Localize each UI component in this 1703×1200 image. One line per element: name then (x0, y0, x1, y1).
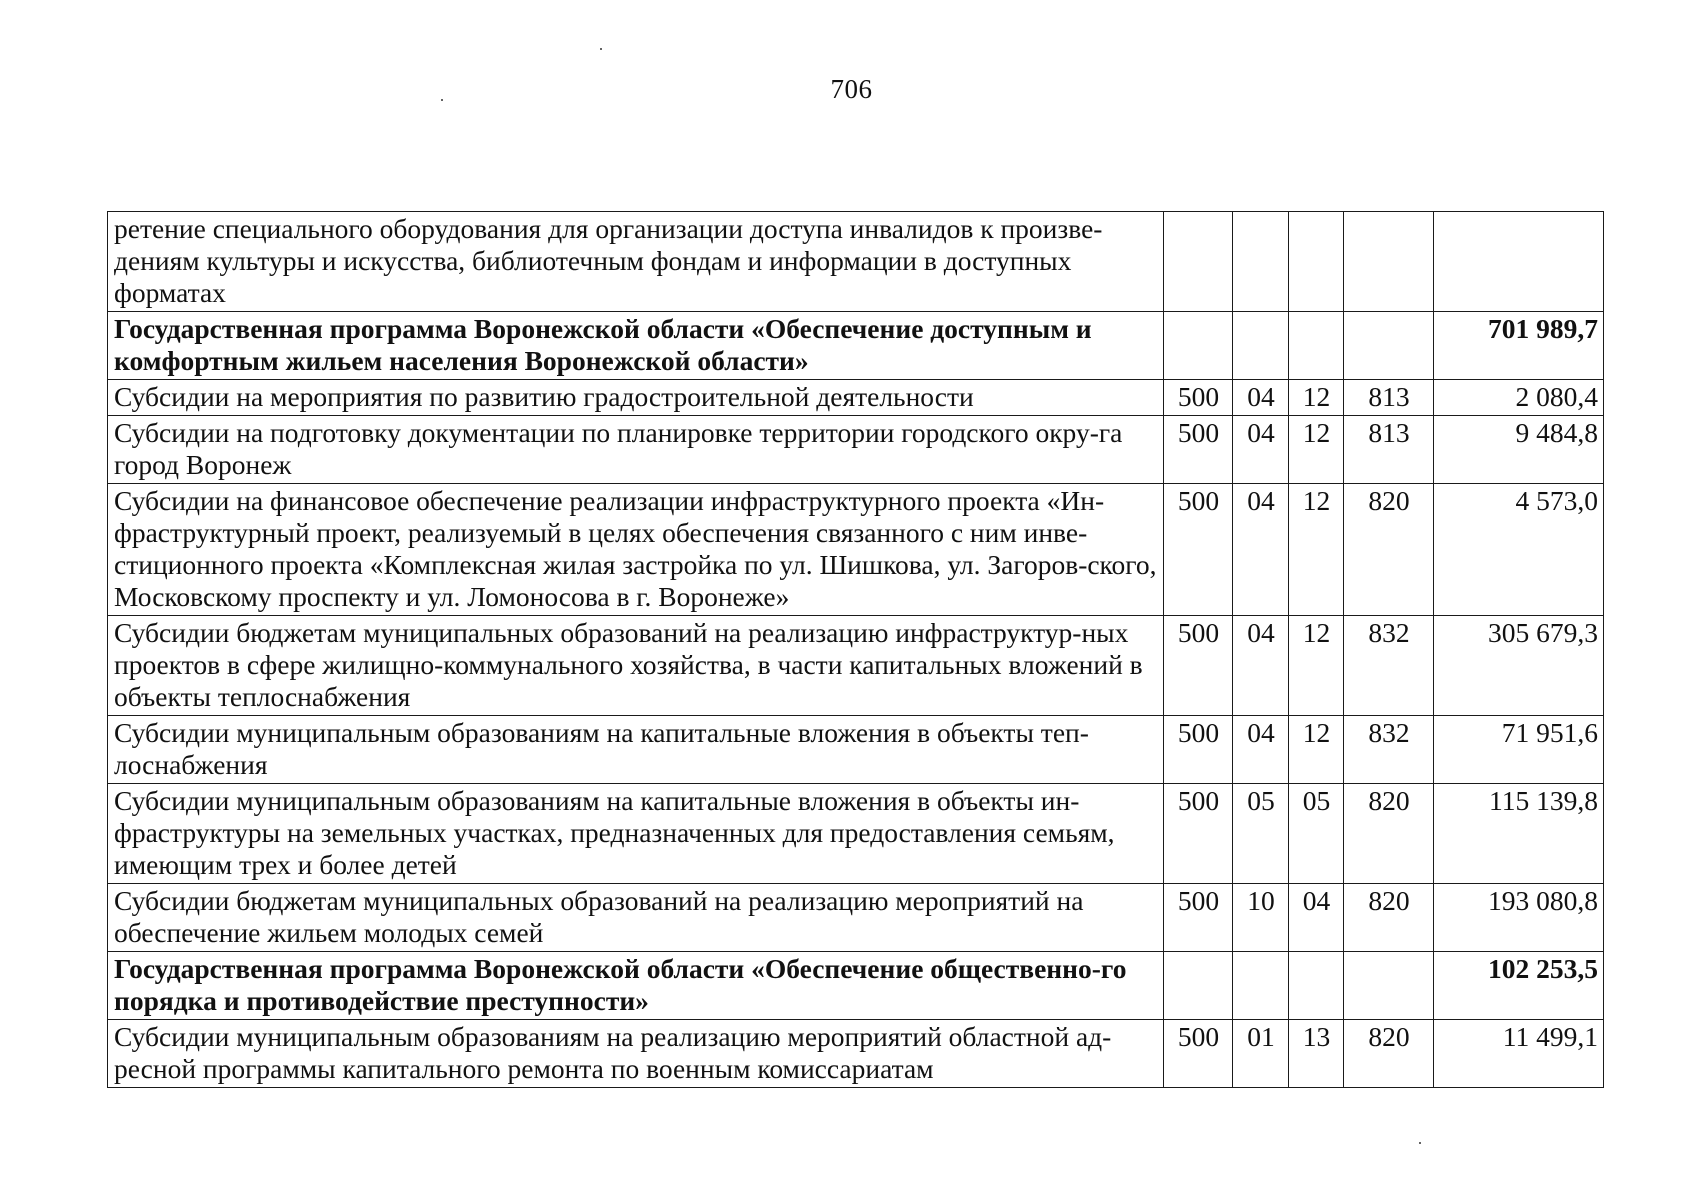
code-cell-2 (1233, 312, 1289, 380)
program-row (108, 312, 1604, 380)
code-cell-4: 832 (1344, 616, 1434, 716)
code-cell-3 (1289, 312, 1344, 380)
code-cell-1: 500 (1164, 884, 1233, 952)
code-cell-4: 820 (1344, 784, 1434, 884)
code-cell-1: 500 (1164, 784, 1233, 884)
budget-table (107, 211, 1604, 1088)
code-cell-4: 820 (1344, 1020, 1434, 1088)
row-description: Субсидии муниципальным образованиям на капитальные вложения в объекты теп-лоснабжения (108, 716, 1164, 784)
program-title: Государственная программа Воронежской области «Обеспечение общественно-го порядка и противодействие преступности» (108, 952, 1164, 1020)
code-cell-1 (1164, 312, 1233, 380)
table-row (108, 380, 1604, 416)
code-cell-2: 04 (1233, 716, 1289, 784)
code-cell-4: 813 (1344, 380, 1434, 416)
amount-cell: 9 484,8 (1434, 416, 1604, 484)
amount-cell (1434, 212, 1604, 312)
code-cell-3: 04 (1289, 884, 1344, 952)
table-row (108, 884, 1604, 952)
code-cell-2: 10 (1233, 884, 1289, 952)
code-cell-2: 04 (1233, 416, 1289, 484)
amount-cell: 193 080,8 (1434, 884, 1604, 952)
scan-speck (441, 99, 443, 101)
program-row (108, 952, 1604, 1020)
code-cell-2: 04 (1233, 380, 1289, 416)
amount-cell: 71 951,6 (1434, 716, 1604, 784)
table-row (108, 716, 1604, 784)
code-cell-3 (1289, 212, 1344, 312)
code-cell-3: 05 (1289, 784, 1344, 884)
program-title: Государственная программа Воронежской области «Обеспечение доступным и комфортным жильем населения Воронежской области» (108, 312, 1164, 380)
table-row (108, 784, 1604, 884)
code-cell-1: 500 (1164, 1020, 1233, 1088)
code-cell-4: 820 (1344, 884, 1434, 952)
table-row (108, 416, 1604, 484)
code-cell-1: 500 (1164, 616, 1233, 716)
code-cell-4 (1344, 312, 1434, 380)
row-description: Субсидии бюджетам муниципальных образований на реализацию инфраструктур-ных проектов в сфере жилищно-коммунального хозяйства, в части капитальных вложений в объекты теплоснабжения (108, 616, 1164, 716)
code-cell-2 (1233, 952, 1289, 1020)
code-cell-3: 12 (1289, 416, 1344, 484)
code-cell-3: 13 (1289, 1020, 1344, 1088)
amount-cell: 305 679,3 (1434, 616, 1604, 716)
amount-cell: 115 139,8 (1434, 784, 1604, 884)
scan-speck (1419, 1142, 1421, 1144)
code-cell-4: 820 (1344, 484, 1434, 616)
code-cell-2: 04 (1233, 484, 1289, 616)
amount-cell: 2 080,4 (1434, 380, 1604, 416)
row-description: Субсидии на финансовое обеспечение реализации инфраструктурного проекта «Ин-фраструктурный проект, реализуемый в целях обеспечения связанного с ним инве-стиционного проекта «Комплексная жилая застройка по ул. Шишкова, ул. Загоров-ского, Московскому проспекту и ул. Ломоносова в г. Воронеже» (108, 484, 1164, 616)
amount-cell: 4 573,0 (1434, 484, 1604, 616)
row-description: ретение специального оборудования для организации доступа инвалидов к произве-дениям культуры и искусства, библиотечным фондам и информации в доступных форматах (108, 212, 1164, 312)
code-cell-1 (1164, 212, 1233, 312)
scan-speck (600, 48, 602, 50)
code-cell-1 (1164, 952, 1233, 1020)
code-cell-3: 12 (1289, 380, 1344, 416)
code-cell-4 (1344, 952, 1434, 1020)
code-cell-3: 12 (1289, 484, 1344, 616)
row-description: Субсидии на мероприятия по развитию градостроительной деятельности (108, 380, 1164, 416)
table-row (108, 616, 1604, 716)
page-number: 706 (830, 74, 873, 104)
code-cell-4 (1344, 212, 1434, 312)
code-cell-2: 05 (1233, 784, 1289, 884)
code-cell-4: 813 (1344, 416, 1434, 484)
table-row (108, 1020, 1604, 1088)
row-description: Субсидии муниципальным образованиям на капитальные вложения в объекты ин-фраструктуры на земельных участках, предназначенных для предоставления семьям, имеющим трех и более детей (108, 784, 1164, 884)
table-row (108, 484, 1604, 616)
code-cell-2: 01 (1233, 1020, 1289, 1088)
code-cell-1: 500 (1164, 380, 1233, 416)
code-cell-1: 500 (1164, 416, 1233, 484)
code-cell-2 (1233, 212, 1289, 312)
program-total: 701 989,7 (1434, 312, 1604, 380)
program-total: 102 253,5 (1434, 952, 1604, 1020)
row-description: Субсидии на подготовку документации по планировке территории городского окру-га город Воронеж (108, 416, 1164, 484)
table-row (108, 212, 1604, 312)
amount-cell: 11 499,1 (1434, 1020, 1604, 1088)
code-cell-1: 500 (1164, 716, 1233, 784)
row-description: Субсидии бюджетам муниципальных образований на реализацию мероприятий на обеспечение жильем молодых семей (108, 884, 1164, 952)
code-cell-4: 832 (1344, 716, 1434, 784)
code-cell-1: 500 (1164, 484, 1233, 616)
code-cell-3: 12 (1289, 616, 1344, 716)
code-cell-3 (1289, 952, 1344, 1020)
code-cell-3: 12 (1289, 716, 1344, 784)
code-cell-2: 04 (1233, 616, 1289, 716)
row-description: Субсидии муниципальным образованиям на реализацию мероприятий областной ад-ресной программы капитального ремонта по военным комиссариатам (108, 1020, 1164, 1088)
